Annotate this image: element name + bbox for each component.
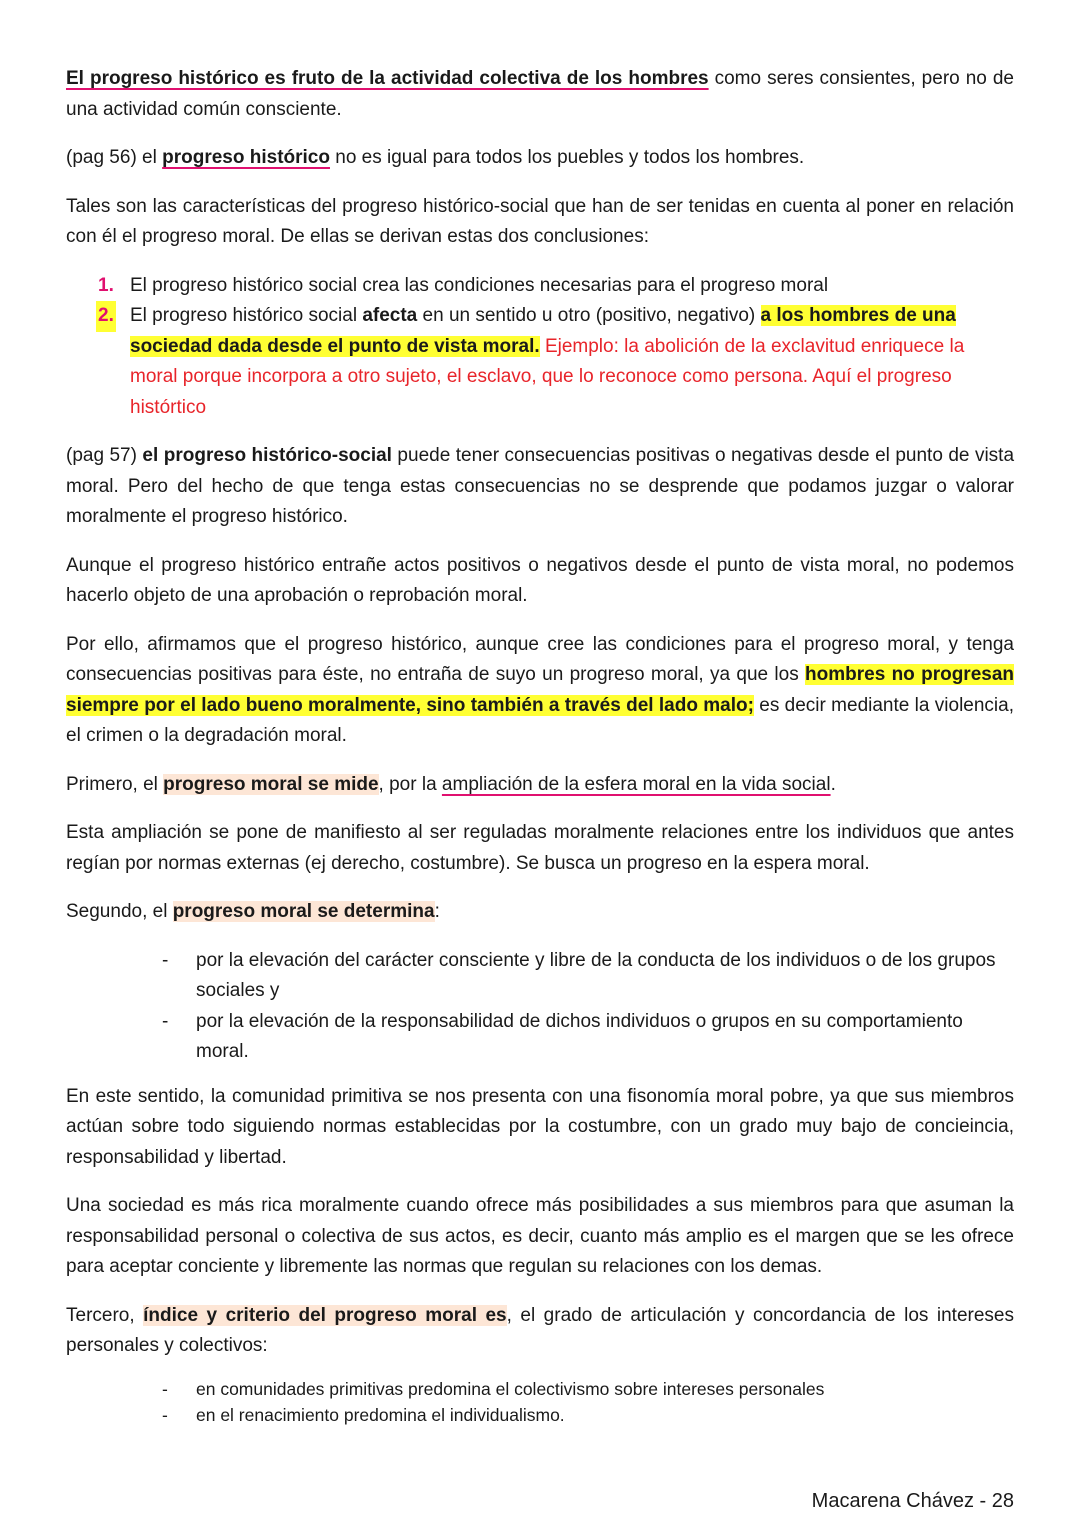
conclusions-list (66, 271, 1014, 424)
list-item (162, 1007, 1014, 1068)
paragraph-7 (66, 770, 1014, 801)
highlighted-term: progreso moral se mide (163, 773, 379, 795)
paragraph-6 (66, 630, 1014, 752)
paragraph-text: como seres consientes, pero no de una actividad común consciente. (66, 68, 1014, 120)
list-item-text: por la elevación de la responsabilidad de dichos individuos o grupos en su comportamiento moral. (196, 1010, 963, 1062)
paragraph-text: Segundo, el (66, 901, 173, 922)
underlined-phrase: ampliación de la esfera moral en la vida social (441, 773, 831, 795)
list-item (162, 946, 1014, 1007)
highlighted-phrase: hombres no progresan siempre por el lado bueno moralmente, sino también a través del lado malo; (66, 664, 1015, 716)
list-item (98, 301, 1014, 423)
list-item (98, 271, 1014, 302)
paragraph-text: (pag 56) el (66, 147, 163, 168)
paragraph-2 (66, 143, 1014, 174)
list-item-text: por la elevación del carácter consciente y libre de la conducta de los individuos o de los grupos sociales y (196, 949, 996, 1001)
list-number: 1. (98, 274, 114, 296)
paragraph-10: En este sentido, la comunidad primitiva se nos presenta con una fisonomía moral pobre, ya que sus miembros actúan sobre todo siguiendo normas establecidas por la costumbre, con un grado muy bajo de concieincia, responsabilidad y libertad. (66, 1085, 1014, 1168)
highlighted-phrase: a los hombres de una sociedad dada desde el punto de vista moral. (130, 305, 956, 357)
paragraph-text: : (434, 901, 440, 922)
list-item-text: El progreso histórico social crea las condiciones necesarias para el progreso moral (130, 274, 829, 296)
paragraph-text: , el grado de articulación y concordancia de los intereses personales y colectivos: (66, 1304, 1014, 1356)
dash-bullet: - (162, 1378, 168, 1399)
underlined-heading-phrase: El progreso histórico es fruto de la actividad colectiva de los hombres (66, 68, 709, 89)
interests-list (66, 1376, 1014, 1428)
bold-term: afecta (362, 305, 418, 326)
paragraph-8: Esta ampliación se pone de manifiesto al ser reguladas moralmente relaciones entre los individuos que antes regían por normas externas (ej derecho, costumbre). Se busca un progreso en la espera moral. (66, 822, 1014, 874)
paragraph-11: Una sociedad es más rica moralmente cuando ofrece más posibilidades a sus miembros para que asuman la responsabilidad personal o colectiva de sus actos, es decir, cuanto más amplio es el margen que se les ofrece para aceptar conciente y libremente las normas que regulan su relaciones con los demas. (66, 1195, 1014, 1277)
paragraph-text: puede tener consecuencias positivas o negativas desde el punto de vista moral. Pero del hecho de que tenga estas consecuencias no se desprende que podamos juzgar o valorar moralmente el progreso histórico. (66, 445, 1015, 527)
paragraph-text: es decir mediante la violencia, el crimen o la degradación moral. (66, 694, 1014, 746)
paragraph-9 (66, 897, 1014, 928)
dash-bullet: - (162, 1010, 169, 1032)
paragraph-text: Tercero, (66, 1304, 144, 1326)
paragraph-1 (66, 64, 1014, 125)
paragraph-text: , por la (378, 773, 442, 795)
paragraph-text: Primero, el (66, 773, 164, 795)
paragraph-text: (pag 57) (66, 445, 143, 466)
paragraph-12 (66, 1301, 1014, 1362)
paragraph-text: . (830, 773, 836, 795)
highlighted-term: progreso moral se determina (172, 901, 435, 922)
paragraph-text: Por ello, afirmamos que el progreso histórico, aunque cree las condiciones para el progreso moral, y tenga consecuencias positivas para éste, no entraña de suyo un progreso moral, ya que los (66, 633, 1014, 685)
underlined-term: progreso histórico (162, 147, 330, 168)
list-item-text: El progreso histórico social (130, 305, 363, 326)
highlighted-term: índice y criterio del progreso moral es (143, 1304, 507, 1326)
paragraph-text: no es igual para todos los puebles y todos los hombres. (329, 147, 805, 168)
bold-term: el progreso histórico-social (142, 445, 392, 466)
list-item (162, 1376, 1014, 1402)
determination-list (66, 946, 1014, 1068)
list-number: 2. (96, 301, 116, 332)
dash-bullet: - (162, 1404, 168, 1425)
list-item-text: en un sentido u otro (positivo, negativo) (417, 305, 761, 326)
list-item (162, 1402, 1014, 1428)
paragraph-3: Tales son las características del progreso histórico-social que han de ser tenidas en cuenta al poner en relación con él el progreso moral. De ellas se derivan estas dos conclusiones: (66, 195, 1014, 247)
example-note: Ejemplo: la abolición de la exclavitud enriquece la moral porque incorpora a otro sujeto, el esclavo, que lo reconoce como persona. Aquí el progreso histórtico (130, 335, 965, 418)
page-footer: Macarena Chávez - 28 (811, 1490, 1014, 1512)
list-item-text: en comunidades primitivas predomina el colectivismo sobre intereses personales (196, 1378, 825, 1399)
paragraph-4 (66, 441, 1014, 533)
list-item-text: en el renacimiento predomina el individualismo. (196, 1404, 565, 1425)
dash-bullet: - (162, 949, 169, 971)
paragraph-5: Aunque el progreso histórico entrañe actos positivos o negativos desde el punto de vista moral, no podemos hacerlo objeto de una aprobación o reprobación moral. (66, 554, 1014, 606)
